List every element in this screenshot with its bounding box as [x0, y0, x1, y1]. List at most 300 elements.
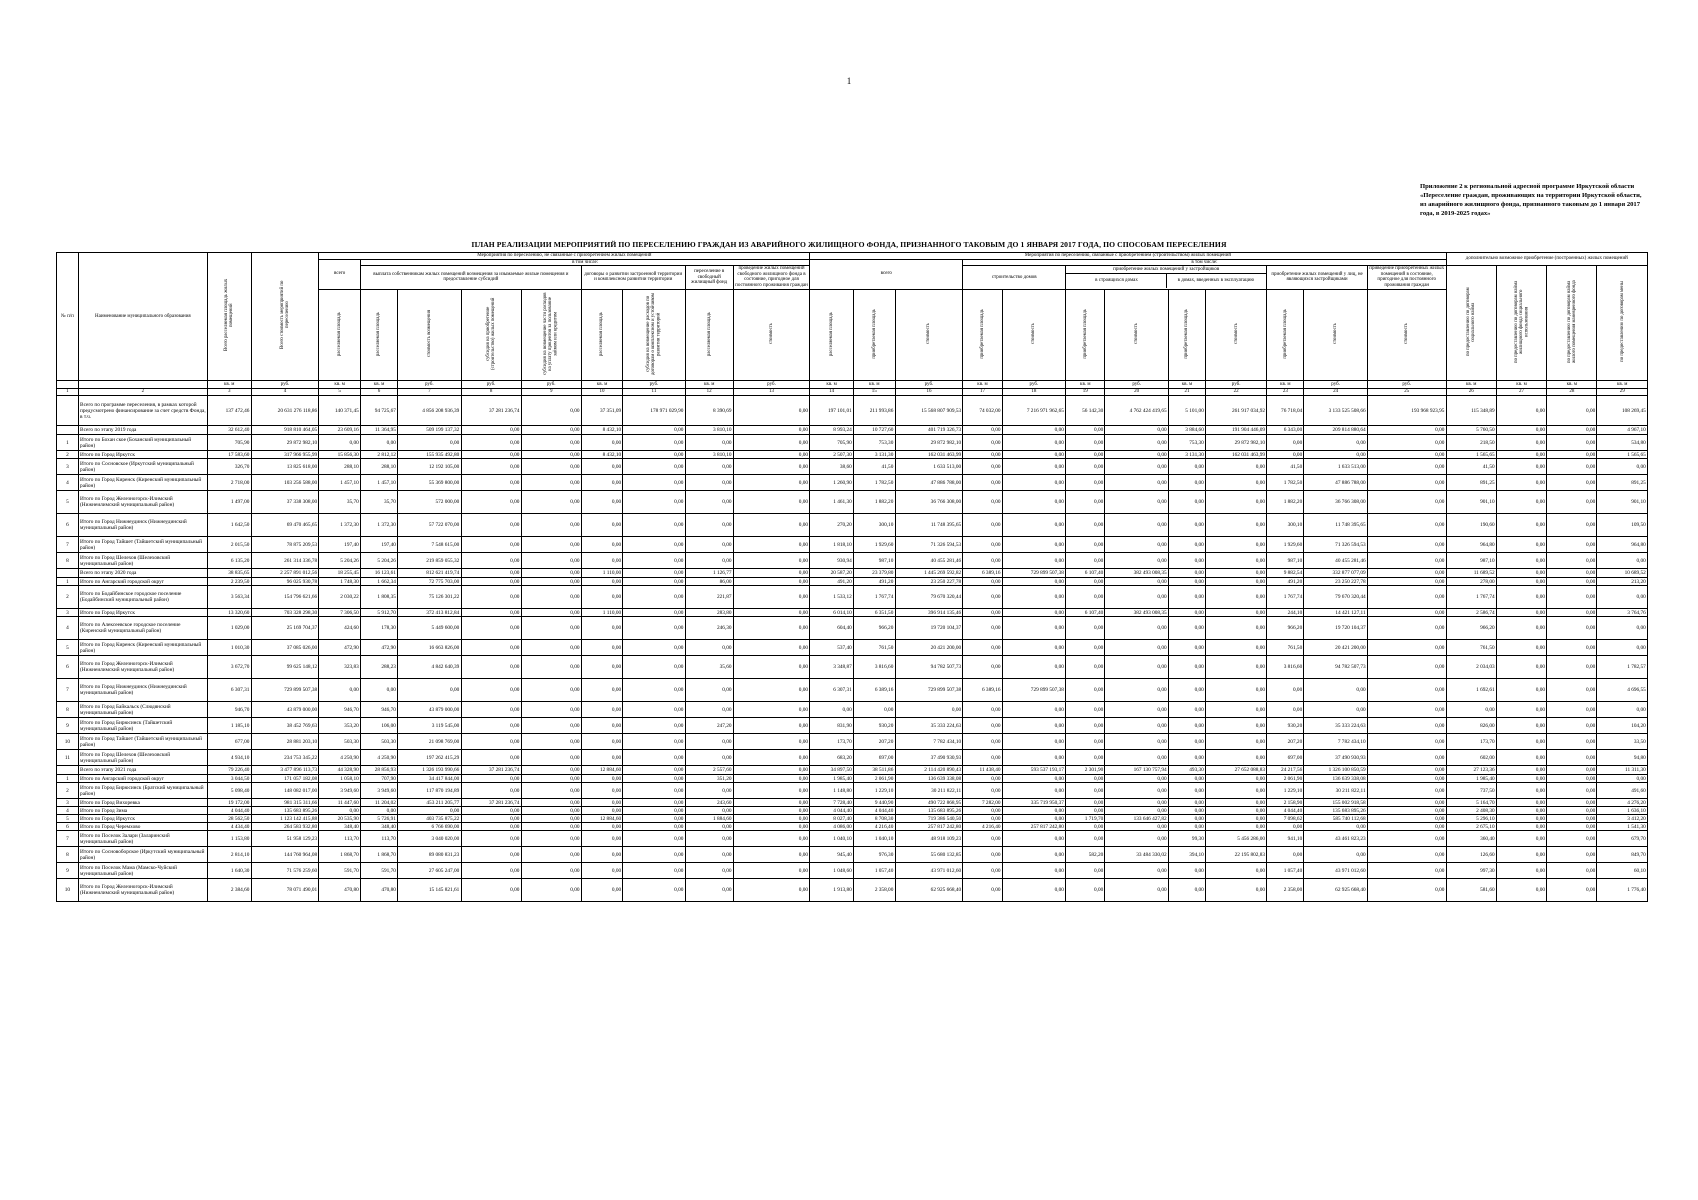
column-number: 13: [733, 389, 810, 396]
value-cell: 0,00: [1547, 718, 1597, 734]
value-cell: 0,00: [521, 426, 581, 435]
table-row: [57, 847, 1648, 863]
value-cell: 941,10: [1267, 831, 1304, 847]
value-cell: 144 760 964,08: [251, 847, 319, 863]
header-total-area: Всего расселяемая площадь жилых помещений: [207, 253, 251, 381]
value-cell: 96 025 930,78: [251, 578, 319, 586]
value-cell: 3 810,10: [685, 426, 733, 435]
value-cell: 2 034,03: [1446, 656, 1496, 679]
value-cell: 0,00: [685, 831, 733, 847]
table-row: [57, 750, 1648, 766]
leaf-b-cost: стоимость: [895, 289, 963, 381]
municipality-name: Всего по программе переселения, в рамках которой предусмотрено финансирование за счет средств Фонда, в т.ч.: [78, 396, 207, 426]
row-number: 3: [57, 799, 79, 807]
value-cell: 43 971 012,60: [1304, 863, 1367, 879]
value-cell: 572 000,00: [398, 491, 461, 514]
value-cell: 677,00: [207, 734, 251, 750]
value-cell: 0,00: [685, 879, 733, 902]
value-cell: 0,00: [1168, 679, 1205, 702]
value-cell: 0,00: [685, 750, 733, 766]
value-cell: 1 533,12: [810, 586, 854, 609]
value-cell: 8 432,10: [581, 451, 623, 459]
value-cell: 0,00: [1168, 783, 1205, 799]
value-cell: 33,50: [1597, 734, 1648, 750]
column-number: 8: [461, 389, 521, 396]
municipality-name: Итого по Город Шелехов (Шелеховский муниципальный район): [78, 750, 207, 766]
value-cell: 0,00: [733, 783, 810, 799]
value-cell: 16 663 826,00: [398, 640, 461, 656]
value-cell: 0,00: [733, 426, 810, 435]
value-cell: 0,00: [1367, 823, 1446, 831]
municipality-name: Итого по Город Вихоревка: [78, 799, 207, 807]
resettlement-plan-table: [56, 252, 1648, 902]
header-b-non-developer: приобретение жилых помещений у лиц, не являющихся застройщиками: [1267, 266, 1368, 289]
value-cell: 0,00: [1002, 435, 1065, 451]
value-cell: 0,00: [685, 863, 733, 879]
value-cell: 0,00: [1547, 799, 1597, 807]
table-row: [57, 491, 1648, 514]
value-cell: 0,00: [963, 514, 1002, 537]
value-cell: 0,00: [1304, 451, 1367, 459]
value-cell: 0,00: [963, 734, 1002, 750]
value-cell: 7 098,62: [1267, 815, 1304, 823]
table-row: [57, 459, 1648, 475]
value-cell: 1 633 513,00: [895, 459, 963, 475]
value-cell: 0,00: [963, 879, 1002, 902]
value-cell: 34 897,50: [810, 766, 854, 775]
value-cell: 0,00: [1496, 831, 1546, 847]
value-cell: 15 145 821,61: [398, 879, 461, 902]
row-number: 10: [57, 879, 79, 902]
unit: руб.: [398, 381, 461, 389]
header-a-total: всего: [319, 259, 361, 289]
value-cell: 43 971 012,60: [895, 863, 963, 879]
value-cell: 0,00: [1496, 514, 1546, 537]
value-cell: 35,60: [685, 656, 733, 679]
value-cell: 1 057,40: [854, 863, 896, 879]
value-cell: 243,60: [685, 799, 733, 807]
value-cell: 0,00: [1206, 578, 1267, 586]
value-cell: 218,50: [1446, 435, 1496, 451]
value-cell: 470,80: [360, 879, 397, 902]
value-cell: 0,00: [963, 775, 1002, 783]
value-cell: 0,00: [1206, 609, 1267, 617]
value-cell: 0,00: [1304, 435, 1367, 451]
value-cell: 0,00: [1206, 734, 1267, 750]
value-cell: 4 044,40: [810, 807, 854, 815]
header-a-including: в том числе:: [360, 259, 809, 266]
value-cell: 0,00: [623, 815, 685, 823]
unit: кв. м: [581, 381, 623, 389]
value-cell: 0,00: [1367, 569, 1446, 578]
value-cell: 197,40: [319, 537, 361, 553]
value-cell: 0,00: [1206, 815, 1267, 823]
value-cell: 155 002 918,58: [1304, 799, 1367, 807]
value-cell: 705,90: [810, 435, 854, 451]
value-cell: 2 358,00: [1267, 879, 1304, 902]
value-cell: 0,00: [1002, 656, 1065, 679]
value-cell: 0,00: [360, 679, 397, 702]
value-cell: 0,00: [398, 679, 461, 702]
value-cell: 3 816,60: [854, 656, 896, 679]
value-cell: 0,00: [1066, 863, 1105, 879]
value-cell: 6 107,40: [1066, 609, 1105, 617]
value-cell: 1 048,60: [810, 863, 854, 879]
table-row: [57, 617, 1648, 640]
value-cell: 7 282,00: [963, 799, 1002, 807]
value-cell: 0,00: [1066, 426, 1105, 435]
value-cell: 8 993,24: [810, 426, 854, 435]
value-cell: 901,10: [1597, 491, 1648, 514]
value-cell: 0,00: [581, 831, 623, 847]
program-total-row: [57, 396, 1648, 426]
column-number: 10: [581, 389, 623, 396]
value-cell: 47 886 788,00: [1304, 475, 1367, 491]
value-cell: 38 511,86: [854, 766, 896, 775]
value-cell: 0,00: [461, 459, 521, 475]
value-cell: 0,00: [963, 435, 1002, 451]
value-cell: 0,00: [1168, 863, 1205, 879]
value-cell: 11 748 395,65: [895, 514, 963, 537]
value-cell: 0,00: [1105, 640, 1168, 656]
column-number: 20: [1105, 389, 1168, 396]
stage-subtotal-row: [57, 766, 1648, 775]
value-cell: 0,00: [1597, 459, 1648, 475]
value-cell: 12 884,60: [581, 766, 623, 775]
value-cell: 0,00: [1105, 656, 1168, 679]
value-cell: 1 662,34: [360, 578, 397, 586]
value-cell: 1 767,74: [1446, 586, 1496, 609]
unit: кв. м: [360, 381, 397, 389]
value-cell: 23 250 227,78: [895, 578, 963, 586]
value-cell: 0,00: [1168, 609, 1205, 617]
value-cell: 29 872 982,10: [251, 435, 319, 451]
value-cell: 0,00: [521, 823, 581, 831]
unit: руб.: [521, 381, 581, 389]
row-number: 4: [57, 475, 79, 491]
value-cell: 37 338 308,00: [251, 491, 319, 514]
value-cell: 987,10: [854, 553, 896, 569]
value-cell: 0,00: [1002, 609, 1065, 617]
value-cell: 891,25: [1597, 475, 1648, 491]
value-cell: 0,00: [581, 799, 623, 807]
value-cell: 0,00: [1597, 702, 1648, 718]
value-cell: 826,00: [1446, 718, 1496, 734]
value-cell: 0,00: [461, 750, 521, 766]
value-cell: 0,00: [1105, 775, 1168, 783]
value-cell: 8 027,40: [810, 815, 854, 823]
value-cell: 0,00: [963, 537, 1002, 553]
value-cell: 0,00: [1105, 459, 1168, 475]
column-number: 1: [57, 389, 79, 396]
value-cell: 0,00: [1066, 451, 1105, 459]
value-cell: 581,60: [1446, 879, 1496, 902]
value-cell: 47 886 788,00: [895, 475, 963, 491]
value-cell: 987,10: [1446, 553, 1496, 569]
leaf-a-subsidy-interest: субсидия на возмещение части расходов на уплату процентов за пользование займом или кредитом: [521, 289, 581, 381]
value-cell: 394,10: [1168, 847, 1205, 863]
value-cell: 0,00: [733, 569, 810, 578]
value-cell: 0,00: [1066, 578, 1105, 586]
document-title: ПЛАН РЕАЛИЗАЦИИ МЕРОПРИЯТИЙ ПО ПЕРЕСЕЛЕНИЮ ГРАЖДАН ИЗ АВАРИЙНОГО ЖИЛИЩНОГО ФОНДА, ПРИЗНАННОГО ТАКОВЫМ ДО 1 ЯНВАРЯ 2017 ГОДА, ПО СПОСОБАМ ПЕРЕСЕЛЕНИЯ: [471, 240, 1227, 249]
value-cell: 37 281 236,74: [461, 396, 521, 426]
value-cell: 76 718,04: [1267, 396, 1304, 426]
value-cell: 0,00: [1547, 783, 1597, 799]
value-cell: 5 204,26: [360, 553, 397, 569]
value-cell: 37 281 236,74: [461, 766, 521, 775]
unit: руб.: [733, 381, 810, 389]
value-cell: 115 348,89: [1446, 396, 1496, 426]
value-cell: 0,00: [733, 578, 810, 586]
value-cell: 126,60: [1446, 847, 1496, 863]
value-cell: 11 748 395,65: [1304, 514, 1367, 537]
table-row: [57, 586, 1648, 609]
value-cell: 43 879 000,00: [398, 702, 461, 718]
value-cell: 5 101,00: [1168, 396, 1205, 426]
value-cell: 0,00: [1066, 491, 1105, 514]
value-cell: 964,80: [1597, 537, 1648, 553]
value-cell: 9 882,54: [1267, 569, 1304, 578]
value-cell: 0,00: [1105, 718, 1168, 734]
column-number: 7: [398, 389, 461, 396]
value-cell: 761,50: [1446, 640, 1496, 656]
value-cell: 133 646 427,82: [1105, 815, 1168, 823]
value-cell: 0,00: [1206, 718, 1267, 734]
value-cell: 28 881 203,10: [251, 734, 319, 750]
value-cell: 0,00: [1547, 775, 1597, 783]
value-cell: 0,00: [623, 799, 685, 807]
value-cell: 244,10: [1267, 609, 1304, 617]
header-name: Наименование муниципального образования: [78, 253, 207, 381]
value-cell: 0,00: [1547, 734, 1597, 750]
value-cell: 0,00: [521, 783, 581, 799]
value-cell: 382 493 008,35: [1105, 609, 1168, 617]
value-cell: 11 438,40: [963, 766, 1002, 775]
leaf-b-uc-cost: стоимость: [1105, 289, 1168, 381]
value-cell: 604,40: [810, 617, 854, 640]
value-cell: 5 912,70: [360, 609, 397, 617]
value-cell: 0,00: [1367, 435, 1446, 451]
value-cell: 1 767,74: [1267, 586, 1304, 609]
value-cell: 0,00: [1168, 553, 1205, 569]
value-cell: 2 814,10: [207, 847, 251, 863]
value-cell: 27 652 088,83: [1206, 766, 1267, 775]
value-cell: 35 333 224,63: [895, 718, 963, 734]
appendix-note: Приложение 2 к региональной адресной программе Иркутской области «Переселение граждан, проживающих на территории Иркутской области, из аварийного жилищного фонда, признанного таковым до 1 января 2017 года, в 2019-2025 годах»: [1420, 183, 1642, 217]
value-cell: 0,00: [1206, 459, 1267, 475]
value-cell: 0,00: [521, 750, 581, 766]
value-cell: 0,00: [521, 640, 581, 656]
column-number: 2: [78, 389, 207, 396]
value-cell: 0,00: [1002, 514, 1065, 537]
value-cell: 0,00: [733, 679, 810, 702]
value-cell: 4 276,20: [1597, 799, 1648, 807]
value-cell: 0,00: [1066, 750, 1105, 766]
municipality-name: Всего по этапу 2021 года: [78, 766, 207, 775]
value-cell: 0,00: [521, 718, 581, 734]
municipality-name: Итого по Город Нижнеудинск (Нижнеудинский муниципальный район): [78, 514, 207, 537]
row-number: 8: [57, 553, 79, 569]
value-cell: 1 457,10: [319, 475, 361, 491]
value-cell: 3 131,30: [854, 451, 896, 459]
value-cell: 472,90: [319, 640, 361, 656]
leaf-b-comm-area: приобретаемая площадь: [1168, 289, 1205, 381]
value-cell: 0,00: [1206, 640, 1267, 656]
value-cell: 3 119 545,00: [398, 718, 461, 734]
value-cell: 401 719 326,73: [895, 426, 963, 435]
value-cell: 0,00: [521, 863, 581, 879]
value-cell: 0,00: [1168, 815, 1205, 823]
value-cell: 5 726,91: [360, 815, 397, 823]
row-number: 9: [57, 718, 79, 734]
value-cell: 0,00: [733, 640, 810, 656]
value-cell: 1 719,70: [1066, 815, 1105, 823]
value-cell: 0,00: [461, 815, 521, 823]
table-row: [57, 702, 1648, 718]
value-cell: 0,00: [733, 879, 810, 902]
value-cell: 0,00: [733, 831, 810, 847]
table-row: [57, 783, 1648, 799]
value-cell: 15 856,30: [319, 451, 361, 459]
value-cell: 2 301,90: [1066, 766, 1105, 775]
column-number: 4: [251, 389, 319, 396]
value-cell: 0,00: [1002, 702, 1065, 718]
municipality-name: Итого по Город Киренск (Киренский муниципальный район): [78, 640, 207, 656]
value-cell: 0,00: [1547, 640, 1597, 656]
value-cell: 0,00: [521, 775, 581, 783]
value-cell: 382 493 008,35: [1105, 569, 1168, 578]
value-cell: 0,00: [623, 514, 685, 537]
value-cell: 0,00: [1496, 775, 1546, 783]
value-cell: 0,00: [1496, 799, 1546, 807]
value-cell: 0,00: [963, 783, 1002, 799]
value-cell: 946,70: [360, 702, 397, 718]
value-cell: 0,00: [685, 491, 733, 514]
value-cell: 0,00: [1304, 823, 1367, 831]
value-cell: 78 071 490,01: [251, 879, 319, 902]
value-cell: 491,20: [810, 578, 854, 586]
leaf-a-subsidy-purchase: субсидия на приобретение (строительство) жилых помещений: [461, 289, 521, 381]
value-cell: 2 408,30: [1446, 807, 1496, 815]
unit: кв. м: [854, 381, 896, 389]
value-cell: 4 696,55: [1597, 679, 1648, 702]
value-cell: 2 586,74: [1446, 609, 1496, 617]
column-number: 28: [1547, 389, 1597, 396]
value-cell: 0,00: [581, 879, 623, 902]
value-cell: 0,00: [963, 475, 1002, 491]
value-cell: 0,00: [1304, 847, 1367, 863]
value-cell: 0,00: [1547, 435, 1597, 451]
value-cell: 0,00: [1168, 475, 1205, 491]
table-row: [57, 656, 1648, 679]
value-cell: 0,00: [1367, 847, 1446, 863]
value-cell: 3 949,60: [319, 783, 361, 799]
unit: руб.: [1367, 381, 1446, 389]
value-cell: 0,00: [623, 847, 685, 863]
value-cell: 0,00: [1496, 451, 1546, 459]
value-cell: 0,00: [581, 586, 623, 609]
value-cell: 4 086,00: [810, 823, 854, 831]
value-cell: 0,00: [685, 435, 733, 451]
value-cell: 197 262 415,29: [398, 750, 461, 766]
table-row: [57, 679, 1648, 702]
value-cell: 11 689,52: [1446, 569, 1496, 578]
value-cell: 7 782 434,10: [1304, 734, 1367, 750]
value-cell: 0,00: [623, 553, 685, 569]
table-row: [57, 435, 1648, 451]
value-cell: 1 040,10: [810, 831, 854, 847]
value-cell: 0,00: [1547, 656, 1597, 679]
value-cell: 0,00: [461, 617, 521, 640]
value-cell: 0,00: [521, 679, 581, 702]
value-cell: 719 386 540,50: [895, 815, 963, 823]
value-cell: 5 456 286,00: [1206, 831, 1267, 847]
header-c3: по предоставлению по договорам найма жилого помещения маневренного фонда: [1547, 266, 1597, 381]
value-cell: 0,00: [521, 491, 581, 514]
value-cell: 17 583,60: [207, 451, 251, 459]
value-cell: 18 255,45: [319, 569, 361, 578]
value-cell: 0,00: [1547, 491, 1597, 514]
value-cell: 0,00: [581, 718, 623, 734]
value-cell: 1 229,10: [1267, 783, 1304, 799]
value-cell: 0,00: [319, 807, 361, 815]
value-cell: 0,00: [1206, 656, 1267, 679]
value-cell: 4 044,40: [854, 807, 896, 815]
value-cell: 0,00: [963, 491, 1002, 514]
value-cell: 491,20: [1267, 578, 1304, 586]
value-cell: 3 412,20: [1597, 815, 1648, 823]
value-cell: 0,00: [521, 553, 581, 569]
value-cell: 0,00: [461, 426, 521, 435]
value-cell: 0,00: [1367, 640, 1446, 656]
value-cell: 0,00: [963, 640, 1002, 656]
value-cell: 0,00: [1066, 823, 1105, 831]
unit: руб.: [1105, 381, 1168, 389]
value-cell: 0,00: [733, 815, 810, 823]
header-b-developer-title: приобретение жилых помещений у застройщиков: [1066, 267, 1266, 275]
value-cell: 930,20: [1267, 718, 1304, 734]
value-cell: 0,00: [1496, 863, 1546, 879]
value-cell: 705,90: [207, 435, 251, 451]
value-cell: 0,00: [623, 879, 685, 902]
header-a-svobodny: переселение в свободный жилищный фонд: [685, 266, 733, 289]
row-number: 5: [57, 491, 79, 514]
value-cell: 148 082 017,00: [251, 783, 319, 799]
value-cell: 0,00: [1367, 617, 1446, 640]
value-cell: 0,00: [1547, 459, 1597, 475]
value-cell: 4 934,10: [207, 750, 251, 766]
value-cell: 0,00: [1547, 569, 1597, 578]
value-cell: 0,00: [1206, 586, 1267, 609]
value-cell: 1 808,35: [360, 586, 397, 609]
value-cell: 0,00: [581, 491, 623, 514]
value-cell: 945,40: [810, 847, 854, 863]
value-cell: 372 413 812,84: [398, 609, 461, 617]
value-cell: 0,00: [1002, 451, 1065, 459]
value-cell: 0,00: [1597, 617, 1648, 640]
value-cell: 0,00: [319, 679, 361, 702]
value-cell: 11 204,02: [360, 799, 397, 807]
value-cell: 71 326 594,53: [1304, 537, 1367, 553]
value-cell: 0,00: [623, 569, 685, 578]
value-cell: 2 030,22: [319, 586, 361, 609]
value-cell: 0,00: [733, 459, 810, 475]
value-cell: 0,00: [1066, 586, 1105, 609]
leaf-b-acquired-area: приобретаемая площадь: [854, 289, 896, 381]
header-b-including: в том числе:: [963, 259, 1446, 266]
value-cell: 3 810,10: [685, 451, 733, 459]
row-number: 4: [57, 807, 79, 815]
